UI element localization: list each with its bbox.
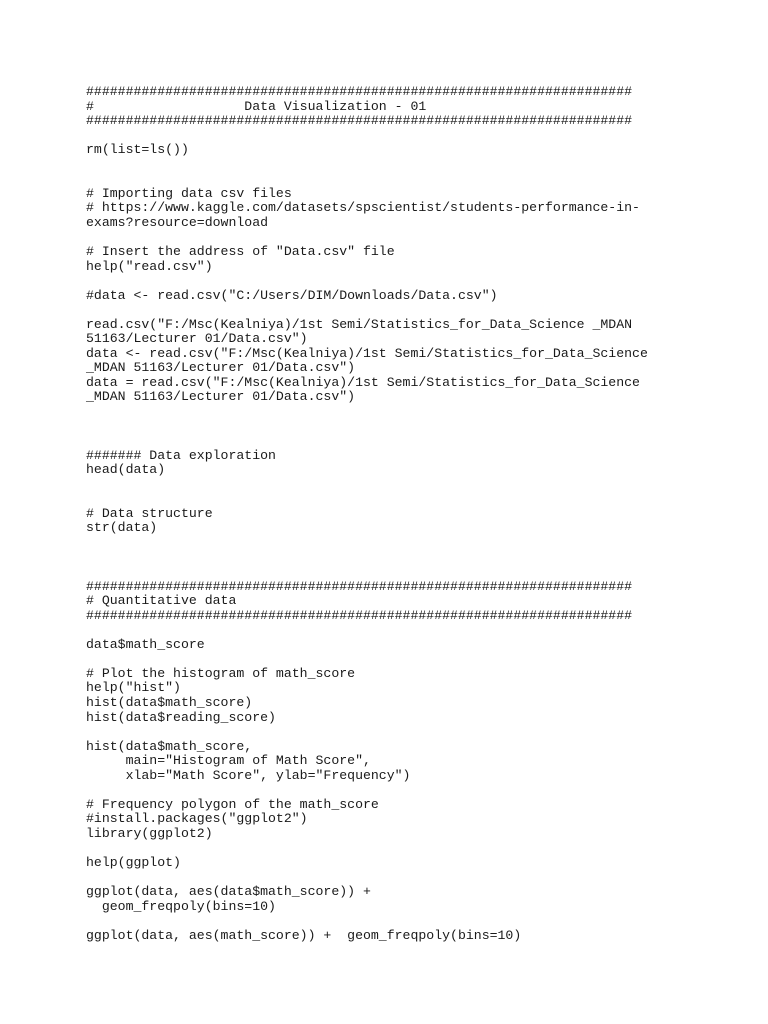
- code-line: [86, 434, 726, 449]
- code-line: [86, 623, 726, 638]
- code-line: [86, 274, 726, 289]
- code-line: main="Histogram of Math Score",: [86, 753, 371, 769]
- code-line: [86, 914, 726, 929]
- code-line: # Data Visualization - 01: [86, 98, 427, 114]
- code-line: exams?resource=download: [86, 214, 269, 230]
- code-line: #####################################################################: [86, 607, 633, 623]
- code-line: read.csv("F:/Msc(Kealniya)/1st Semi/Statistics_for_Data_Science _MDAN: [86, 316, 633, 332]
- code-line: [86, 129, 726, 144]
- code-line: _MDAN 51163/Lecturer 01/Data.csv"): [86, 389, 356, 405]
- code-line: [86, 230, 726, 245]
- code-line: data = read.csv("F:/Msc(Kealniya)/1st Semi/Statistics_for_Data_Science: [86, 374, 640, 390]
- code-line: [86, 565, 726, 580]
- code-line: #####################################################################: [86, 578, 633, 594]
- code-line: [86, 420, 726, 435]
- code-line: [86, 783, 726, 798]
- code-line: rm(list=ls()): [86, 142, 189, 158]
- code-line: 51163/Lecturer 01/Data.csv"): [86, 331, 308, 347]
- code-line: [86, 172, 726, 187]
- code-line: ggplot(data, aes(math_score)) + geom_freqpoly(bins=10): [86, 927, 522, 943]
- code-line: hist(data$math_score,: [86, 738, 253, 754]
- code-line: ####### Data exploration: [86, 447, 276, 463]
- code-line: help("hist"): [86, 680, 181, 696]
- code-line: data <- read.csv("F:/Msc(Kealniya)/1st Semi/Statistics_for_Data_Science: [86, 345, 648, 361]
- code-line: [86, 158, 726, 173]
- code-line: [86, 536, 726, 551]
- code-line: str(data): [86, 520, 158, 536]
- code-line: #####################################################################: [86, 113, 633, 129]
- code-line: hist(data$reading_score): [86, 709, 276, 725]
- code-line: [86, 478, 726, 493]
- code-line: [86, 492, 726, 507]
- code-line: [86, 841, 726, 856]
- code-line: [86, 405, 726, 420]
- code-line: # Quantitative data: [86, 593, 237, 609]
- code-line: ggplot(data, aes(data$math_score)) +: [86, 884, 371, 900]
- code-line: # Plot the histogram of math_score: [86, 665, 356, 681]
- code-line: # https://www.kaggle.com/datasets/spscientist/students-performance-in-: [86, 200, 640, 216]
- code-line: head(data): [86, 462, 166, 478]
- code-line: help("read.csv"): [86, 258, 213, 274]
- code-line: # Insert the address of "Data.csv" file: [86, 244, 395, 260]
- code-line: # Frequency polygon of the math_score: [86, 796, 379, 812]
- code-line: help(ggplot): [86, 854, 181, 870]
- code-line: #install.packages("ggplot2"): [86, 811, 308, 827]
- code-line: data$math_score: [86, 636, 205, 652]
- code-line: [86, 652, 726, 667]
- code-line: [86, 871, 726, 886]
- code-line: xlab="Math Score", ylab="Frequency"): [86, 767, 411, 783]
- code-line: [86, 303, 726, 318]
- code-line: # Data structure: [86, 505, 213, 521]
- code-line: #####################################################################: [86, 84, 633, 99]
- code-line: hist(data$math_score): [86, 694, 253, 710]
- code-line: geom_freqpoly(bins=10): [86, 898, 276, 914]
- code-line: #data <- read.csv("C:/Users/DIM/Downloads/Data.csv"): [86, 287, 498, 303]
- code-line: library(ggplot2): [86, 825, 213, 841]
- code-line: [86, 725, 726, 740]
- code-line: # Importing data csv files: [86, 185, 292, 201]
- code-line: [86, 551, 726, 566]
- code-listing: [86, 85, 726, 943]
- code-line: _MDAN 51163/Lecturer 01/Data.csv"): [86, 360, 356, 376]
